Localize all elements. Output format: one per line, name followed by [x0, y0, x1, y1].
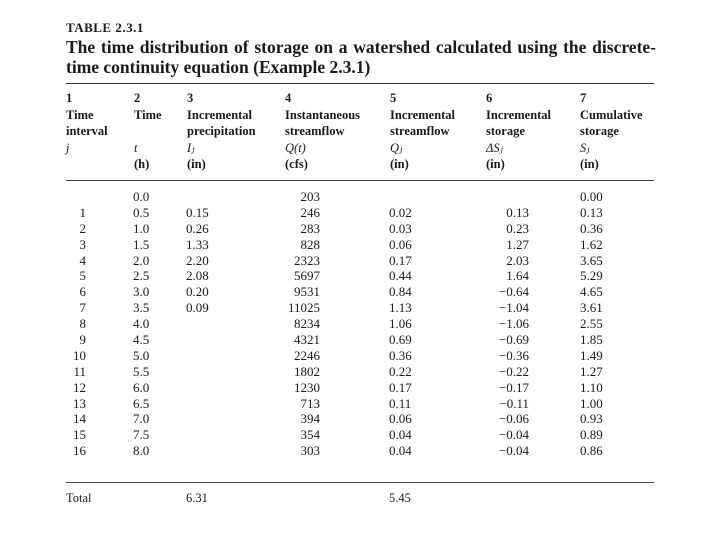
header-symbol: Q(t) [285, 140, 306, 155]
cell-cumulative-storage: 1.49 [580, 347, 603, 363]
cell-incremental-storage: −0.36 [498, 347, 529, 363]
cell-incremental-precipitation [186, 411, 216, 427]
cell-time: 2.5 [133, 268, 150, 284]
cell-time-interval: 15 [73, 427, 86, 443]
cell-time: 7.5 [133, 427, 150, 443]
cell-time: 3.0 [133, 284, 150, 300]
cell-incremental-precipitation: 0.15 [186, 204, 209, 220]
cell-incremental-streamflow: 0.04 [389, 427, 412, 443]
cell-incremental-precipitation [186, 427, 216, 443]
header-number: 2 [134, 91, 141, 105]
cell-time-interval: 10 [73, 347, 86, 363]
cell-cumulative-storage: 0.13 [580, 204, 603, 220]
header-line2 [134, 123, 162, 140]
cell-incremental-precipitation [186, 396, 216, 412]
header-number: 5 [390, 91, 397, 105]
header-unit: (in) [486, 157, 505, 171]
cell-instantaneous-streamflow: 11025 [287, 300, 320, 316]
cell-instantaneous-streamflow: 2246 [294, 347, 320, 363]
cell-incremental-storage: −0.22 [498, 363, 529, 379]
cell-incremental-storage: −0.64 [498, 284, 529, 300]
cell-incremental-streamflow: 0.17 [389, 252, 412, 268]
cell-time: 0.5 [133, 204, 150, 220]
cell-cumulative-storage: 5.29 [580, 268, 603, 284]
header-col-7 [580, 90, 643, 173]
column-cumulative-storage [580, 189, 610, 459]
header-col-6 [486, 90, 551, 173]
cell-cumulative-storage: 0.93 [580, 411, 603, 427]
cell-incremental-precipitation: 0.20 [186, 284, 209, 300]
cell-incremental-streamflow: 0.17 [389, 379, 412, 395]
cell-instantaneous-streamflow: 1802 [294, 363, 320, 379]
total-label: Total [66, 491, 92, 505]
cell-time: 4.0 [133, 316, 150, 332]
cell-time: 8.0 [133, 443, 150, 459]
cell-instantaneous-streamflow: 828 [300, 236, 320, 252]
cell-incremental-precipitation [186, 189, 216, 205]
header-symbol: Iⱼ [187, 140, 195, 155]
cell-cumulative-storage: 1.85 [580, 332, 603, 348]
cell-time-interval: 5 [79, 268, 86, 284]
header-line2: storage [486, 124, 525, 138]
cell-time-interval: 14 [73, 411, 86, 427]
cell-time-interval: 9 [79, 332, 86, 348]
header-line1: Incremental [187, 107, 253, 122]
cell-instantaneous-streamflow: 2323 [294, 252, 320, 268]
cell-incremental-streamflow: 0.36 [389, 347, 412, 363]
cell-incremental-streamflow: 0.03 [389, 220, 412, 236]
header-symbol: t [134, 140, 138, 155]
cell-incremental-storage: 0.23 [506, 220, 529, 236]
cell-cumulative-storage: 0.36 [580, 220, 603, 236]
cell-time-interval: 2 [79, 220, 86, 236]
cell-incremental-precipitation [186, 380, 216, 396]
cell-time-interval: 3 [79, 236, 86, 252]
header-col-5 [390, 90, 455, 173]
cell-time-interval: 12 [73, 379, 86, 395]
header-unit [66, 156, 108, 173]
header-col-4 [285, 90, 360, 173]
cell-incremental-streamflow: 0.84 [389, 284, 412, 300]
header-number: 6 [486, 91, 493, 105]
cell-cumulative-storage: 0.89 [580, 427, 603, 443]
cell-instantaneous-streamflow: 246 [300, 204, 320, 220]
header-symbol: Sⱼ [580, 140, 590, 155]
header-unit: (h) [134, 157, 150, 171]
cell-incremental-precipitation: 2.08 [186, 268, 209, 284]
cell-time: 0.0 [133, 189, 150, 204]
cell-incremental-storage [478, 189, 529, 205]
cell-instantaneous-streamflow: 203 [300, 189, 320, 204]
header-rule [66, 180, 654, 181]
cell-incremental-precipitation [186, 364, 216, 380]
cell-incremental-precipitation [186, 348, 216, 364]
header-line1: Time [134, 107, 162, 122]
header-unit: (in) [187, 157, 206, 171]
cell-incremental-storage: 1.27 [506, 236, 529, 252]
cell-incremental-precipitation: 0.26 [186, 220, 209, 236]
cell-instantaneous-streamflow: 354 [300, 427, 320, 443]
header-unit: (in) [390, 157, 409, 171]
cell-instantaneous-streamflow: 9531 [294, 284, 320, 300]
header-col-1 [66, 90, 108, 173]
cell-incremental-storage: −0.11 [499, 395, 529, 411]
header-number: 7 [580, 91, 587, 105]
column-time-interval [62, 189, 86, 459]
column-time [133, 189, 161, 459]
header-line1: Time [66, 107, 94, 122]
cell-incremental-precipitation [186, 332, 216, 348]
cell-time-interval: 13 [73, 395, 86, 411]
table-title: The time distribution of storage on a watershed calculated using the discrete-time continuity equation (Example 2.3.1) [66, 37, 656, 77]
header-unit: (in) [580, 157, 599, 171]
cell-incremental-streamflow: 0.44 [389, 268, 412, 284]
cell-incremental-storage: −0.17 [498, 379, 529, 395]
header-line2: streamflow [390, 124, 450, 138]
cell-time: 1.5 [133, 236, 150, 252]
header-number: 1 [66, 91, 73, 105]
cell-time-interval: 6 [79, 284, 86, 300]
column-incremental-streamflow [389, 189, 419, 459]
cell-incremental-storage: −1.04 [498, 300, 529, 316]
cell-time-interval: 8 [79, 316, 86, 332]
cell-incremental-precipitation: 0.09 [186, 300, 209, 316]
cell-time-interval: 16 [73, 443, 86, 459]
cell-instantaneous-streamflow: 5697 [294, 268, 320, 284]
header-col-2 [134, 90, 162, 173]
cell-incremental-streamflow: 1.06 [389, 316, 412, 332]
cell-cumulative-storage: 1.00 [580, 395, 603, 411]
cell-incremental-precipitation: 1.33 [186, 236, 209, 252]
cell-time: 6.5 [133, 395, 150, 411]
cell-incremental-streamflow: 0.22 [389, 363, 412, 379]
cell-instantaneous-streamflow: 394 [300, 411, 320, 427]
cell-instantaneous-streamflow: 4321 [294, 332, 320, 348]
header-symbol: Qⱼ [390, 140, 403, 155]
top-rule [66, 83, 654, 84]
cell-incremental-streamflow: 0.02 [389, 204, 412, 220]
total-precipitation: 6.31 [186, 491, 208, 505]
cell-incremental-streamflow: 0.11 [389, 395, 412, 411]
cell-time-interval: 7 [79, 300, 86, 316]
cell-cumulative-storage: 3.61 [580, 300, 603, 316]
cell-incremental-storage: −0.04 [498, 427, 529, 443]
cell-time: 5.5 [133, 363, 150, 379]
cell-time-interval: 4 [79, 252, 86, 268]
cell-time-interval: 11 [73, 363, 86, 379]
cell-incremental-storage: 0.13 [506, 204, 529, 220]
total-streamflow: 5.45 [389, 491, 411, 505]
cell-incremental-streamflow [389, 189, 419, 205]
cell-incremental-storage: −1.06 [498, 316, 529, 332]
cell-incremental-storage: −0.06 [498, 411, 529, 427]
header-line1: Incremental [486, 107, 552, 122]
cell-cumulative-storage: 1.10 [580, 379, 603, 395]
cell-time: 3.5 [133, 300, 150, 316]
cell-incremental-storage: −0.04 [498, 443, 529, 459]
cell-incremental-precipitation [186, 316, 216, 332]
header-symbol: ΔSⱼ [486, 140, 503, 155]
header-number: 3 [187, 91, 194, 105]
cell-instantaneous-streamflow: 713 [300, 395, 320, 411]
cell-time: 2.0 [133, 252, 150, 268]
cell-incremental-streamflow: 0.69 [389, 332, 412, 348]
cell-incremental-streamflow: 1.13 [389, 300, 412, 316]
bottom-rule [66, 482, 654, 483]
cell-cumulative-storage: 4.65 [580, 284, 603, 300]
cell-cumulative-storage: 0.00 [580, 189, 603, 204]
cell-instantaneous-streamflow: 283 [300, 220, 320, 236]
header-number: 4 [285, 91, 292, 105]
header-line2: precipitation [187, 124, 256, 138]
header-line1: Cumulative [580, 107, 643, 122]
cell-incremental-streamflow: 0.06 [389, 411, 412, 427]
column-incremental-precipitation [186, 189, 216, 459]
column-incremental-storage [478, 189, 529, 459]
header-line2: streamflow [285, 124, 345, 138]
cell-time: 4.5 [133, 332, 150, 348]
cell-incremental-streamflow: 0.04 [389, 443, 412, 459]
header-line1: Incremental [390, 107, 456, 122]
table-label: TABLE 2.3.1 [66, 20, 144, 35]
header-line1: Instantaneous [285, 107, 361, 122]
cell-incremental-storage: −0.69 [498, 332, 529, 348]
header-symbol: j [66, 140, 70, 155]
cell-instantaneous-streamflow: 8234 [294, 316, 320, 332]
cell-instantaneous-streamflow: 303 [300, 443, 320, 459]
cell-time-interval: 1 [79, 204, 86, 220]
cell-time: 1.0 [133, 220, 150, 236]
header-col-3 [187, 90, 256, 173]
cell-cumulative-storage: 1.62 [580, 236, 603, 252]
cell-incremental-streamflow: 0.06 [389, 236, 412, 252]
cell-incremental-storage: 1.64 [506, 268, 529, 284]
cell-incremental-precipitation [186, 443, 216, 459]
cell-cumulative-storage: 3.65 [580, 252, 603, 268]
cell-incremental-precipitation: 2.20 [186, 252, 209, 268]
header-unit: (cfs) [285, 157, 308, 171]
cell-time-interval [62, 189, 86, 205]
cell-time: 5.0 [133, 347, 150, 363]
cell-cumulative-storage: 2.55 [580, 316, 603, 332]
cell-instantaneous-streamflow: 1230 [294, 379, 320, 395]
cell-incremental-storage: 2.03 [506, 252, 529, 268]
column-instantaneous-streamflow [280, 189, 320, 459]
header-line2: interval [66, 124, 108, 138]
cell-cumulative-storage: 0.86 [580, 443, 603, 459]
cell-time: 7.0 [133, 411, 150, 427]
header-line2: storage [580, 124, 619, 138]
cell-cumulative-storage: 1.27 [580, 363, 603, 379]
cell-time: 6.0 [133, 379, 150, 395]
